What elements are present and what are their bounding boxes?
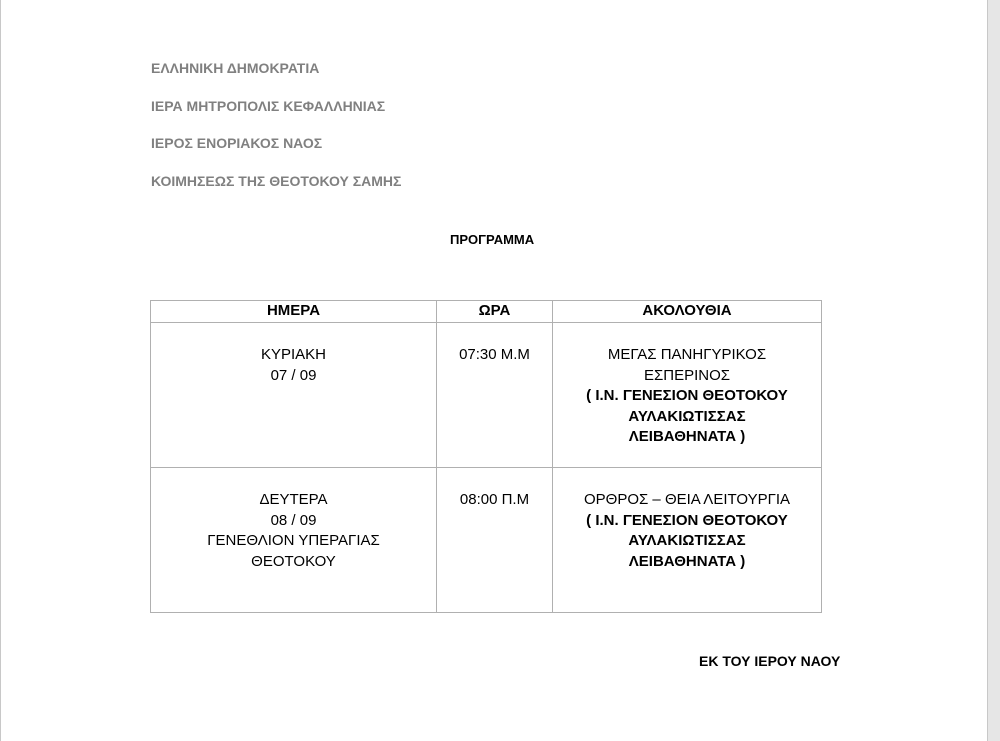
service-time: 07:30 Μ.Μ <box>459 346 530 363</box>
feast-name-line: ΘΕΟΤΟΚΟΥ <box>251 552 336 570</box>
cell-service <box>553 323 822 468</box>
column-header-time: ΩΡΑ <box>437 301 553 323</box>
day-date: 07 / 09 <box>270 366 317 384</box>
service-location-line: ( Ι.Ν. ΓΕΝΕΣΙΟΝ ΘΕΟΤΟΚΟΥ <box>586 511 788 529</box>
column-header-day: ΗΜΕΡΑ <box>151 301 437 323</box>
table-row <box>151 468 822 613</box>
service-time: 08:00 Π.Μ <box>459 491 530 508</box>
feast-name-line: ΓΕΝΕΘΛΙΟΝ ΥΠΕΡΑΓΙΑΣ <box>207 532 380 549</box>
service-location-line: ΛΕΙΒΑΘΗΝΑΤΑ ) <box>628 428 746 445</box>
column-header-service: ΑΚΟΛΟΥΘΙΑ <box>553 301 822 323</box>
cell-service <box>553 468 822 613</box>
service-location-line: ( Ι.Ν. ΓΕΝΕΣΙΟΝ ΘΕΟΤΟΚΟΥ <box>586 387 788 404</box>
cell-day <box>151 468 437 613</box>
day-date: 08 / 09 <box>270 511 317 529</box>
day-name: ΔΕΥΤΕΡΑ <box>259 491 328 508</box>
service-location-line: ΑΥΛΑΚΙΩΤΙΣΣΑΣ <box>628 532 746 549</box>
table-header-row <box>151 301 822 323</box>
cell-time <box>437 468 553 613</box>
day-name: ΚΥΡΙΑΚΗ <box>260 346 327 363</box>
service-name-line: ΟΡΘΡΟΣ – ΘΕΙΑ ΛΕΙΤΟΥΡΓΙΑ <box>583 491 791 508</box>
service-location-line: ΑΥΛΑΚΙΩΤΙΣΣΑΣ <box>628 407 746 425</box>
header-parish-church: ΙΕΡΟΣ ΕΝΟΡΙΑΚΟΣ ΝΑΟΣ <box>151 135 323 151</box>
schedule-table <box>150 300 822 613</box>
header-metropolis: ΙΕΡΑ ΜΗΤΡΟΠΟΛΙΣ ΚΕΦΑΛΛΗΝΙΑΣ <box>151 98 386 114</box>
service-name-line: ΕΣΠΕΡΙΝΟΣ <box>643 366 731 384</box>
signature-line: ΕΚ ΤΟΥ ΙΕΡΟΥ ΝΑΟΥ <box>699 653 841 669</box>
table-row <box>151 323 822 468</box>
cell-time <box>437 323 553 468</box>
cell-day <box>151 323 437 468</box>
header-church-name: ΚΟΙΜΗΣΕΩΣ ΤΗΣ ΘΕΟΤΟΚΟΥ ΣΑΜΗΣ <box>151 173 402 189</box>
document-title: ΠΡΟΓΡΑΜΜΑ <box>450 232 535 247</box>
service-location-line: ΛΕΙΒΑΘΗΝΑΤΑ ) <box>628 552 746 570</box>
service-name-line: ΜΕΓΑΣ ΠΑΝΗΓΥΡΙΚΟΣ <box>607 346 767 363</box>
header-country: ΕΛΛΗΝΙΚΗ ΔΗΜΟΚΡΑΤΙΑ <box>151 60 320 76</box>
window-scrollbar-track[interactable] <box>988 0 1000 741</box>
